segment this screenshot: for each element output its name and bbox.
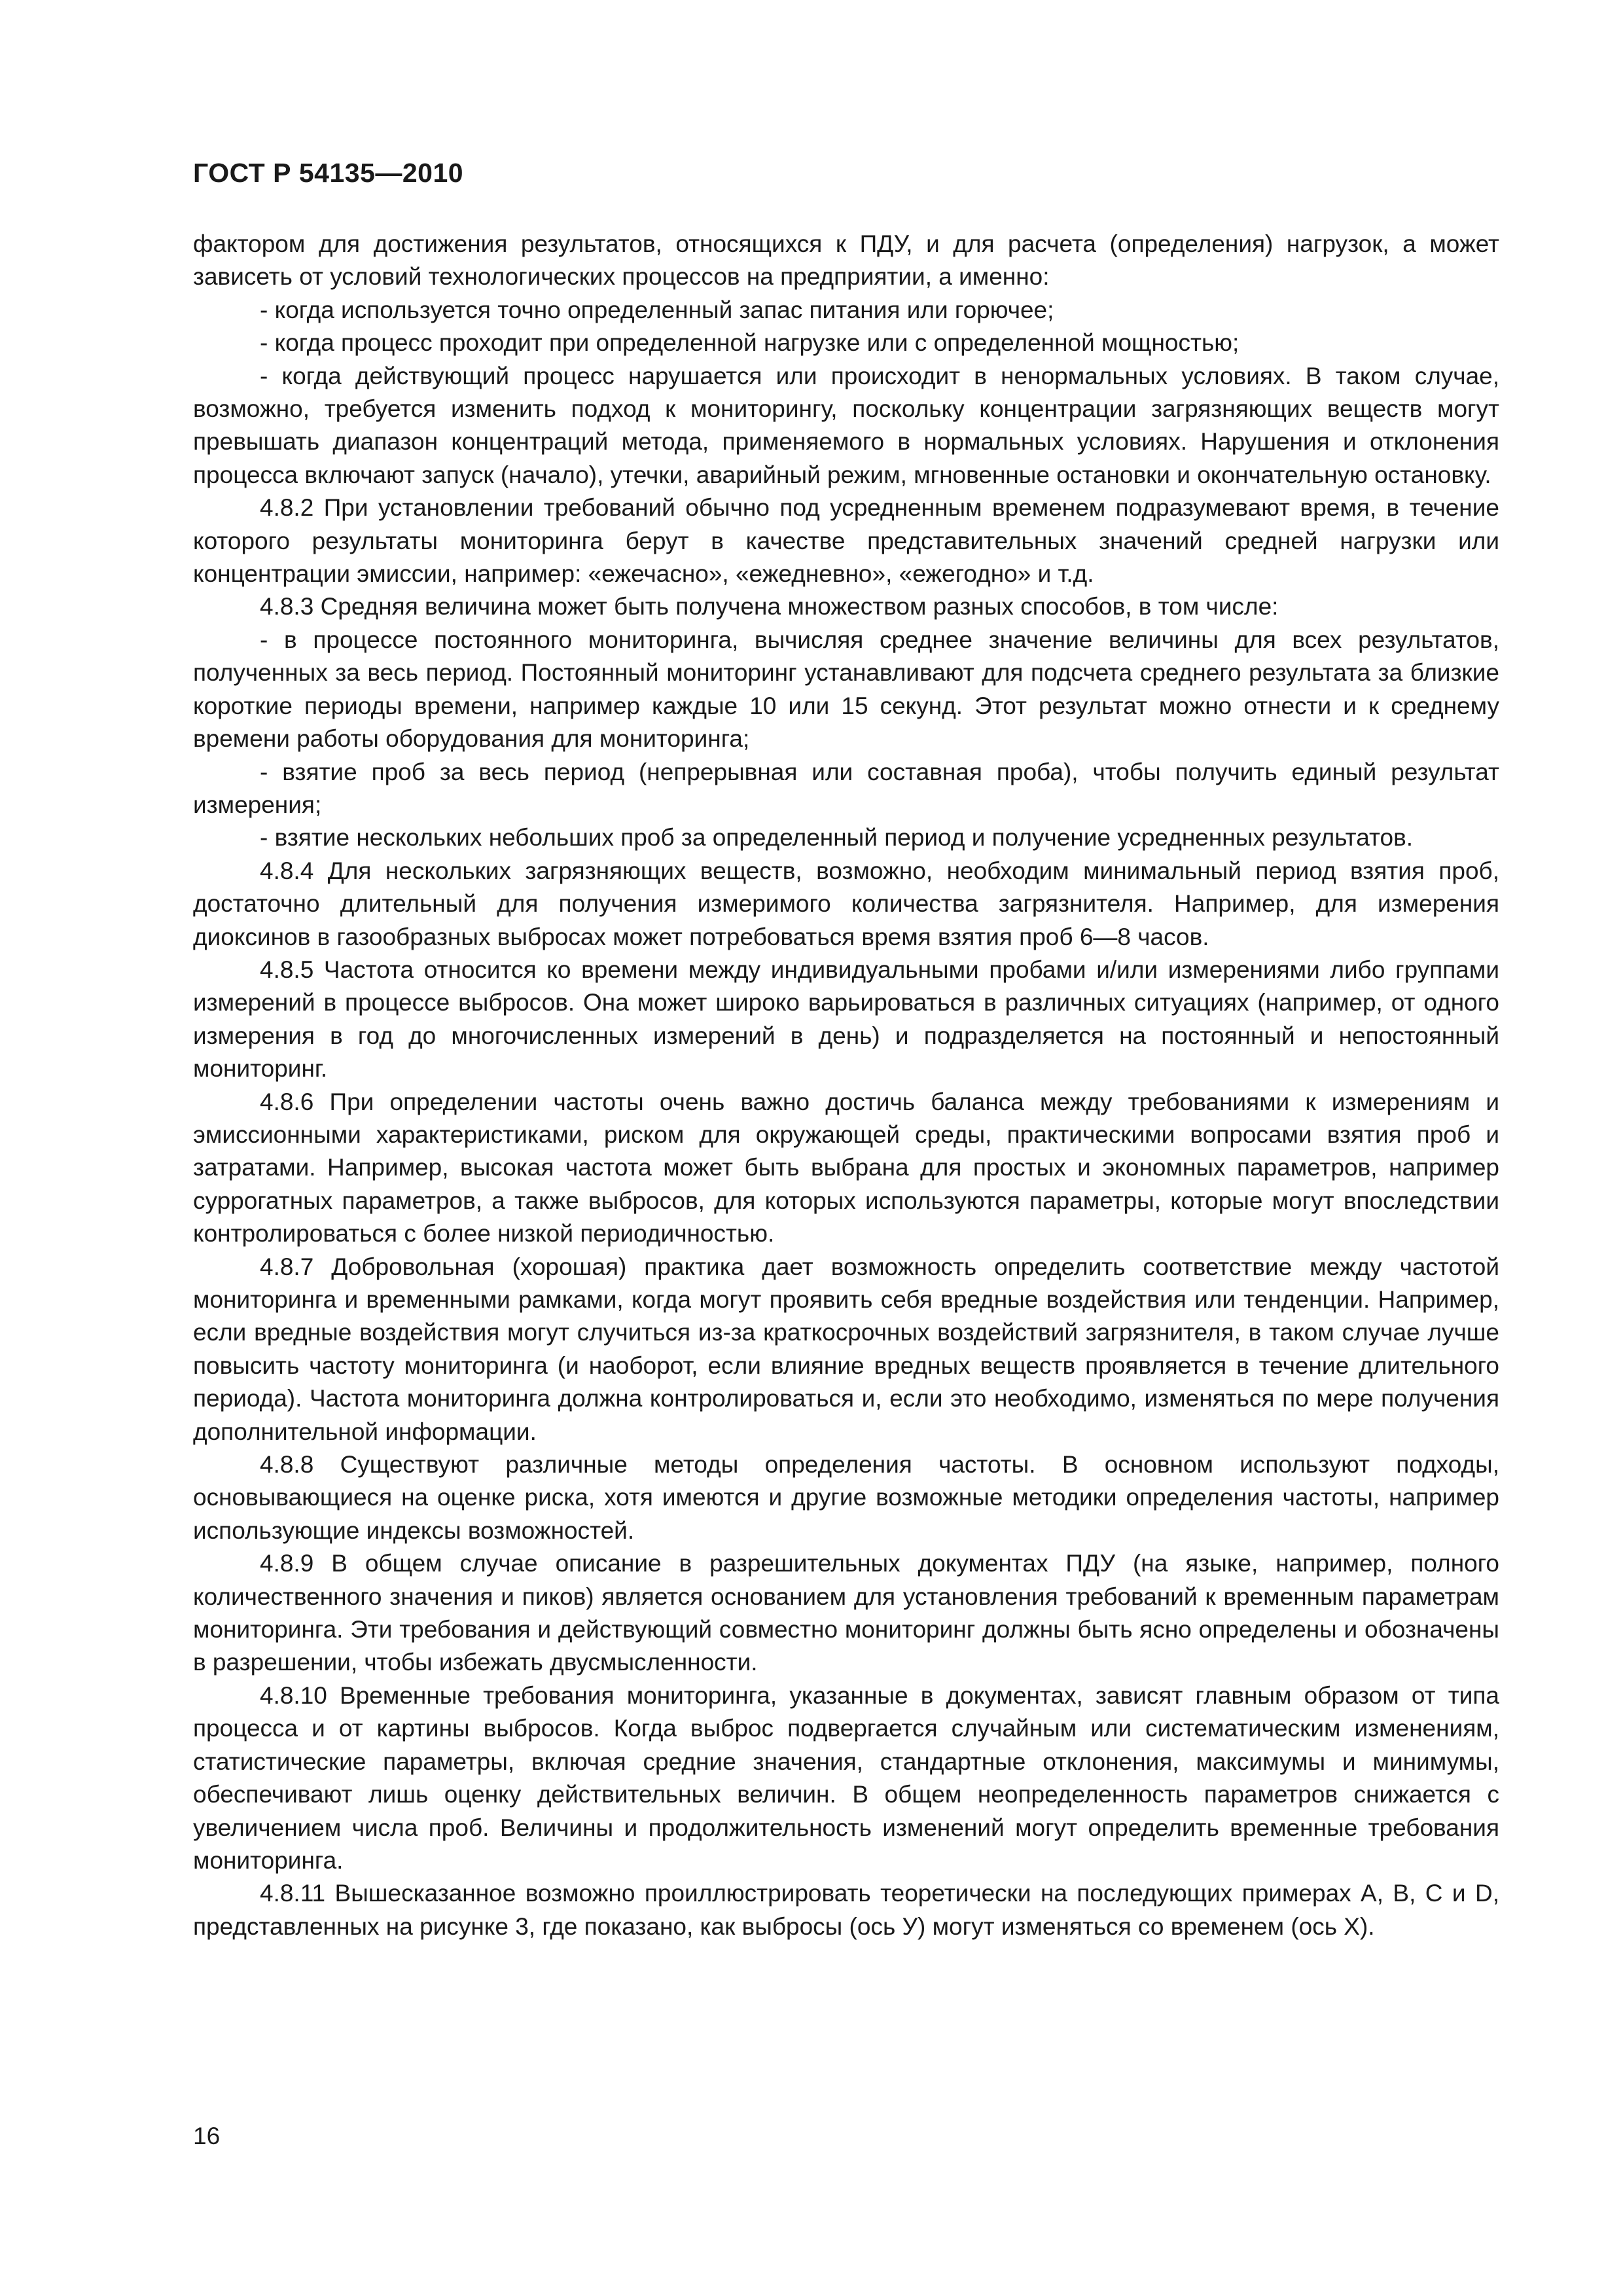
list-item: - когда процесс проходит при определенной нагрузке или с определенной мощностью; [260,329,1240,357]
section-4-8-5: 4.8.5 Частота относится ко времени между индивидуальными пробами и/или измерениями либо группами измерений в процессе выбросов. Она может широко варьироваться в различных ситуациях (например, от одного измерения в год до многочисленных измерений в день) и подразделяется на постоянный и непостоянный мониторинг. [193,956,1499,1083]
section-4-8-7: 4.8.7 Добровольная (хорошая) практика дает возможность определить соответствие между частотой мониторинга и временными рамками, когда могут проявить себя вредные воздействия или тенденции. Например, если вредные воздействия могут случиться из-за краткосрочных воздействий загрязнителя, в таком случае лучше повысить частоту мониторинга (и наоборот, если влияние вредных веществ проявляется в течение длительного периода). Частота мониторинга должна контролироваться и, если это необходимо, изменяться по мере получения дополнительной информации. [193,1253,1499,1445]
document-body [193,228,1499,1943]
list-item: - в процессе постоянного мониторинга, вычисляя среднее значение величины для всех результатов, полученных за весь период. Постоянный мониторинг устанавливают для подсчета среднего результата за близкие короткие периоды времени, например каждые 10 или 15 секунд. Этот результат можно отнести и к среднему времени работы оборудования для мониторинга; [193,626,1499,753]
section-4-8-10: 4.8.10 Временные требования мониторинга, указанные в документах, зависят главным образом от типа процесса и от картины выбросов. Когда выброс подвергается случайным или систематическим изменениям, статистические параметры, включая средние значения, стандартные отклонения, максимумы и минимумы, обеспечивают лишь оценку действительных величин. В общем неопределенность параметров снижается с увеличением числа проб. Величины и продолжительность изменений могут определить временные требования мониторинга. [193,1681,1499,1874]
section-4-8-3: 4.8.3 Средняя величина может быть получена множеством разных способов, в том числе: [260,593,1279,620]
list-item: - взятие проб за весь период (непрерывная или составная проба), чтобы получить единый результат измерения; [193,758,1499,818]
paragraph: фактором для достижения результатов, относящихся к ПДУ, и для расчета (определения) нагрузок, а может зависеть от условий технологических процессов на предприятии, а именно: [193,230,1499,291]
list-item: - когда действующий процесс нарушается или происходит в ненормальных условиях. В таком случае, возможно, требуется изменить подход к мониторингу, поскольку концентрации загрязняющих веществ могут превышать диапазон концентраций метода, применяемого в нормальных условиях. Нарушения и отклонения процесса включают запуск (начало), утечки, аварийный режим, мгновенные остановки и окончательную остановку. [193,362,1499,488]
list-item: - когда используется точно определенный запас питания или горючее; [260,296,1054,323]
section-4-8-8: 4.8.8 Существуют различные методы определения частоты. В основном используют подходы, основывающиеся на оценке риска, хотя имеются и другие возможные методики определения частоты, например использующие индексы возможностей. [193,1451,1499,1544]
section-4-8-4: 4.8.4 Для нескольких загрязняющих веществ, возможно, необходим минимальный период взятия проб, достаточно длительный для получения измеримого количества загрязнителя. Например, для измерения диоксинов в газообразных выбросах может потребоваться время взятия проб 6—8 часов. [193,857,1499,950]
section-4-8-11: 4.8.11 Вышесказанное возможно проиллюстрировать теоретически на последующих примерах A, B, C и D, представленных на рисунке 3, где показано, как выбросы (ось У) могут изменяться со временем (ось X). [193,1880,1499,1940]
page-number: 16 [193,2123,221,2149]
section-4-8-2: 4.8.2 При установлении требований обычно под усредненным временем подразумевают время, в течение которого результаты мониторинга берут в качестве представительных значений средней нагрузки или концентрации эмиссии, например: «ежечасно», «ежедневно», «ежегодно» и т.д. [193,494,1499,588]
list-item: - взятие нескольких небольших проб за определенный период и получение усредненных результатов. [260,824,1413,852]
document-header: ГОСТ Р 54135—2010 [193,158,464,188]
section-4-8-9: 4.8.9 В общем случае описание в разрешительных документах ПДУ (на языке, например, полного количественного значения и пиков) является основанием для установления требований к временным параметрам мониторинга. Эти требования и действующий совместно мониторинг должны быть ясно определены и обозначены в разрешении, чтобы избежать двусмысленности. [193,1550,1499,1676]
section-4-8-6: 4.8.6 При определении частоты очень важно достичь баланса между требованиями к измерениям и эмиссионными характеристиками, риском для окружающей среды, практическими вопросами взятия проб и затратами. Например, высокая частота может быть выбрана для простых и экономных параметров, например суррогатных параметров, а также выбросов, для которых используются параметры, которые могут впоследствии контролироваться с более низкой периодичностью. [193,1088,1499,1247]
